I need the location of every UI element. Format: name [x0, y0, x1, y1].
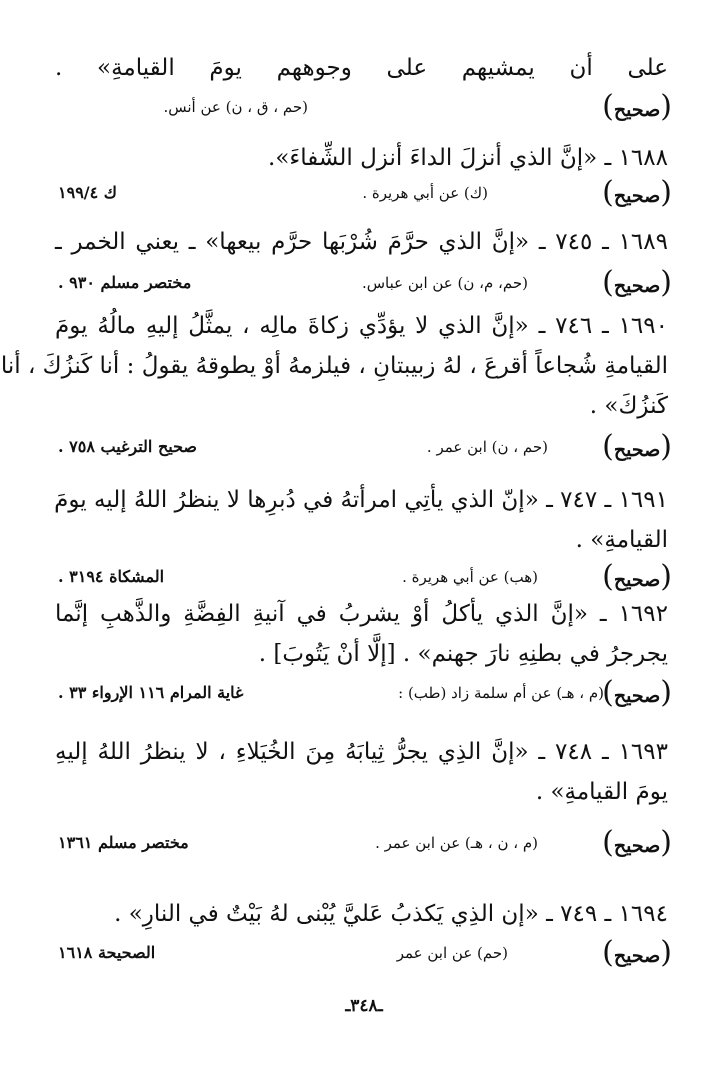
status-label: (صحيح)	[602, 935, 672, 970]
text-line: القيامةِ» .	[575, 527, 668, 553]
hadith-footer	[58, 429, 672, 464]
source-reference: (م ، هـ) عن أم سلمة زاد (طب) :	[398, 684, 604, 702]
text-line: ١٦٩٣ ـ ٧٤٨ ـ «إنَّ الذِي يجرُّ ثِيابَهُ مِنَ الخُيَلاءِ ، لا ينظرُ اللهُ إليهِ	[55, 739, 668, 765]
hadith-text	[55, 894, 668, 934]
grading-reference: غاية المرام ١١٦ الإرواء ٣٣ .	[58, 683, 244, 702]
text-line: يومَ القيامةِ» .	[535, 779, 668, 805]
hadith-footer	[58, 175, 672, 210]
hadith-text	[55, 48, 668, 88]
source-reference: (حم، م، ن) عن ابن عباس.	[361, 274, 528, 292]
hadith-footer	[58, 825, 672, 860]
hadith-text	[55, 594, 668, 674]
grading-reference: ك ١٩٩/٤	[58, 183, 117, 202]
source-reference: (حم ، ن) ابن عمر .	[426, 438, 548, 456]
text-line: ١٦٨٩ ـ ٧٤٥ ـ «إنَّ الذي حرَّمَ شُرْبَها حرَّم بيعها» ـ يعني الخمر ـ	[55, 229, 668, 255]
text-line: كَنزُكَ» .	[589, 393, 668, 419]
status-label: (صحيح)	[602, 559, 672, 594]
text-line: يجرجرُ في بطنِهِ نارَ جهنم» . [إلَّا أنْ يَتُوبَ] .	[258, 641, 668, 667]
text-line: على أن يمشيهم على وجوههم يومَ القيامةِ» .	[55, 55, 668, 81]
page-number: ـ٣٤٨ـ	[345, 996, 383, 1016]
status-label: (صحيح)	[602, 175, 672, 210]
status-label: (صحيح)	[602, 265, 672, 300]
text-line: ١٦٩٢ ـ «إنَّ الذي يأكلُ أوْ يشربُ في آنيةِ الفِضَّةِ والذَّهبِ إنَّما	[55, 601, 668, 627]
hadith-footer	[58, 559, 672, 594]
grading-reference: صحيح الترغيب ٧٥٨ .	[58, 437, 198, 456]
status-label: (صحيح)	[602, 825, 672, 860]
grading-reference: مختصر مسلم ١٣٦١	[58, 833, 189, 852]
grading-reference: مختصر مسلم ٩٣٠ .	[58, 273, 192, 292]
hadith-footer	[58, 265, 672, 300]
hadith-text	[55, 480, 668, 560]
hadith-text	[55, 138, 668, 178]
text-line: ١٦٩٠ ـ ٧٤٦ ـ «إنَّ الذي لا يؤدِّي زكاةَ مالِه ، يمثَّلُ إليهِ مالُهُ يومَ	[55, 313, 668, 339]
status-label: (صحيح)	[602, 429, 672, 464]
text-line: ١٦٩١ ـ ٧٤٧ ـ «إنّ الذي يأتِي امرأتهُ في دُبرِها لا ينظرُ اللهُ إليه يومَ	[54, 487, 668, 513]
grading-reference: المشكاة ٣١٩٤ .	[58, 567, 165, 586]
status-label: (صحيح)	[602, 675, 672, 710]
source-reference: (هب) عن أبي هريرة .	[402, 568, 538, 586]
text-line: القيامةِ شُجاعاً أقرعَ ، لهُ زبيبتانِ ، فيلزمهُ أوْ يطوقهُ يقولُ : أنا كَنزُكَ ، أنا	[0, 353, 668, 379]
source-reference: (حم) عن ابن عمر	[396, 944, 508, 962]
grading-reference: الصحيحة ١٦١٨	[58, 943, 156, 962]
source-reference: (حم ، ق ، ن) عن أنس.	[163, 98, 308, 116]
hadith-text	[0, 306, 668, 426]
hadith-footer	[58, 935, 672, 970]
source-reference: (ك) عن أبي هريرة .	[362, 184, 488, 202]
text-line: ١٦٩٤ ـ ٧٤٩ ـ «إن الذِي يَكذبُ عَليَّ يُبْنى لهُ بَيْتٌ في النارِ» .	[114, 901, 668, 927]
hadith-text	[55, 732, 668, 812]
status-label: (صحيح)	[602, 89, 672, 124]
source-reference: (م ، ن ، هـ) عن ابن عمر .	[375, 834, 538, 852]
text-line: ١٦٨٨ ـ «إنَّ الذي أنزلَ الداءَ أنزل الشِّفاءَ».	[268, 145, 668, 171]
hadith-text	[55, 222, 668, 262]
hadith-footer	[58, 675, 672, 710]
hadith-footer	[58, 89, 672, 124]
